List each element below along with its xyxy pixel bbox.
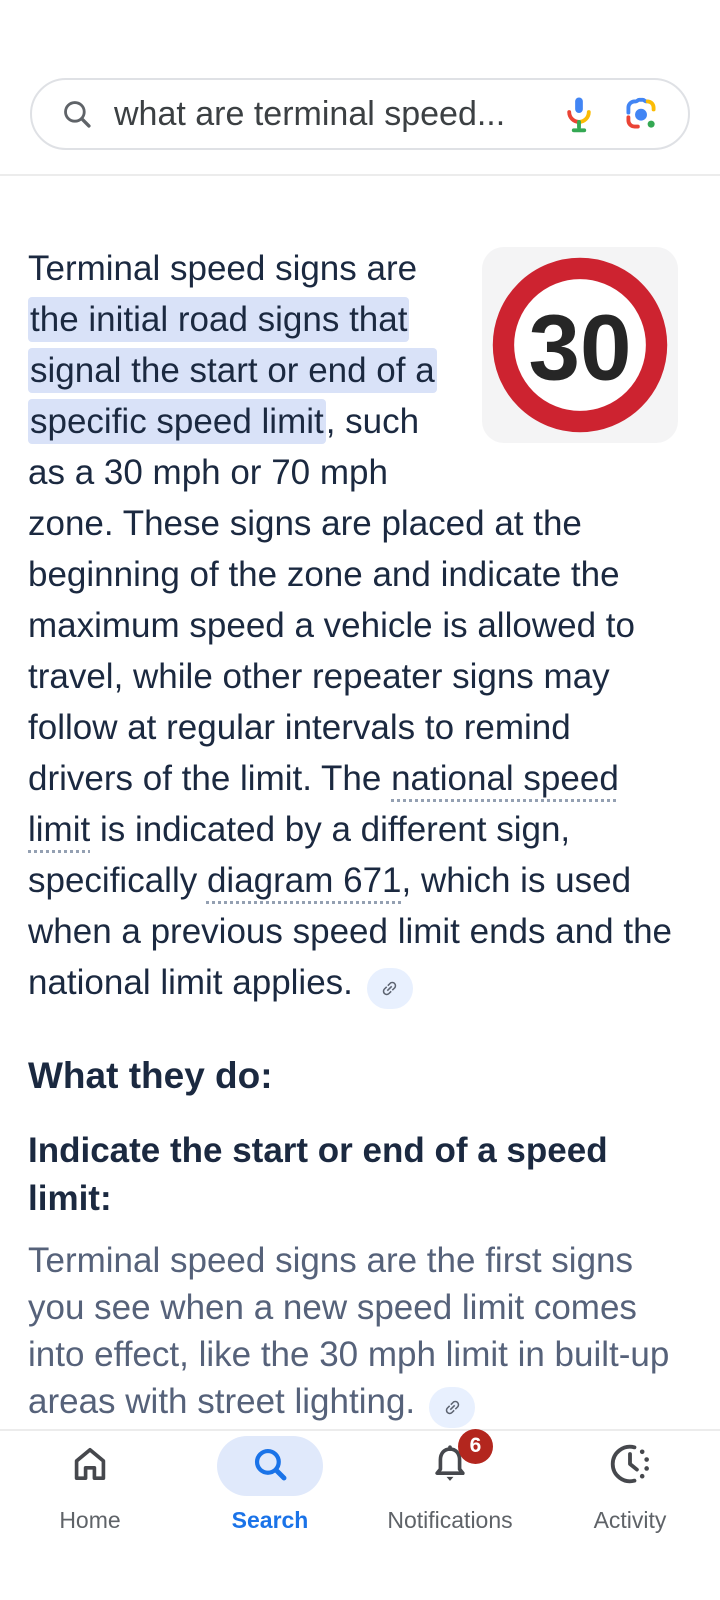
- p1-mid1: , such as a 30 mph or 70 mph zone. These signs are placed at the beginning of the zone and indicate the maximum speed a vehicle is allowed to travel, while other repeater signs may follow at regular intervals to remind drivers of the limit. The: [28, 402, 635, 798]
- notifications-bell-icon: [427, 1434, 482, 1492]
- google-lens-icon[interactable]: [620, 93, 662, 135]
- search-input[interactable]: [30, 78, 690, 150]
- active-tab-pill: [217, 1436, 323, 1496]
- p2-text: Terminal speed signs are the first signs you see when a new speed limit comes into effect, like the 30 mph limit in built-up areas with street lighting.: [28, 1241, 670, 1421]
- search-area: [0, 0, 720, 174]
- p1-post: , which is used when a previous speed limit ends and the national limit applies.: [28, 861, 673, 1002]
- p1-highlight: the initial road signs that signal the start or end of a specific speed limit: [28, 297, 437, 444]
- p1-pre: Terminal speed signs are: [28, 249, 418, 288]
- search-icon: [60, 97, 94, 131]
- search-query-text: what are terminal speed...: [114, 94, 506, 133]
- nav-item-home[interactable]: [0, 1436, 180, 1534]
- notifications-badge: 6: [458, 1429, 493, 1464]
- speed-limit-sign-image[interactable]: [482, 247, 678, 443]
- home-icon: [67, 1441, 113, 1492]
- bottom-navigation: [0, 1429, 720, 1600]
- nav-item-search[interactable]: [180, 1436, 360, 1534]
- nav-label-notifications: Notifications: [387, 1507, 513, 1533]
- nav-label-activity: Activity: [593, 1507, 667, 1533]
- link-national-speed-limit[interactable]: national speed limit: [28, 759, 619, 849]
- mic-icon[interactable]: [558, 93, 600, 135]
- link-diagram-671[interactable]: diagram 671: [206, 861, 402, 900]
- nav-item-notifications[interactable]: [360, 1436, 540, 1534]
- sign-value: 30: [528, 295, 632, 400]
- nav-label-home: Home: [59, 1507, 121, 1533]
- search-tab-icon: [249, 1443, 291, 1490]
- section-heading: What they do:: [28, 1055, 273, 1096]
- source-link-chip-2[interactable]: [429, 1387, 475, 1428]
- source-link-chip-1[interactable]: [367, 968, 413, 1009]
- nav-label-search: Search: [231, 1507, 309, 1533]
- answer-paragraph-1: [28, 243, 678, 1009]
- section-subheading: Indicate the start or end of a speed limit:: [28, 1131, 608, 1218]
- p1-mid2: is indicated by a different sign, specifically: [28, 810, 571, 900]
- activity-clock-icon: [607, 1441, 653, 1492]
- answer-paragraph-2: [28, 1237, 678, 1428]
- nav-item-activity[interactable]: [540, 1436, 720, 1534]
- answer-scroll-area[interactable]: [0, 176, 720, 1428]
